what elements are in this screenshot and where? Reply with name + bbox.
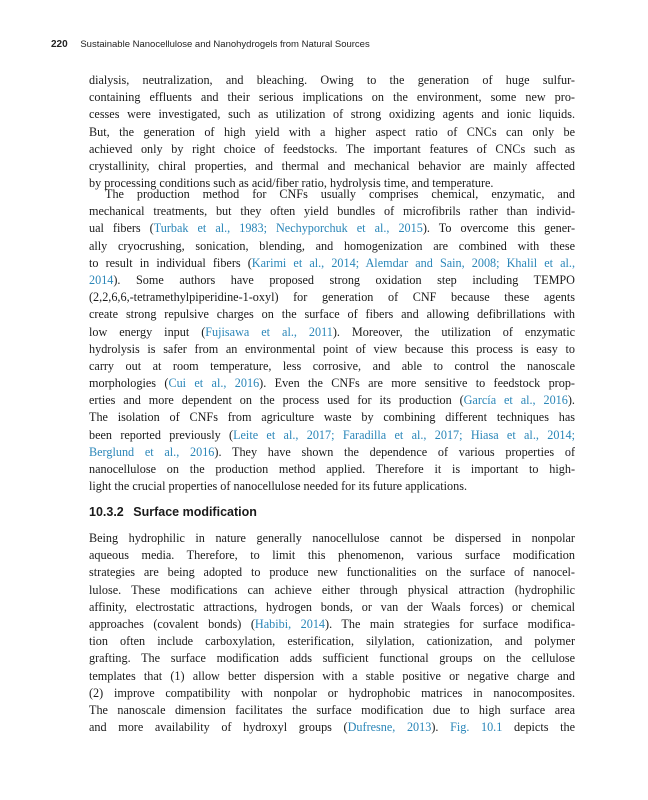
text-line: achieved only by right choice of feedstocks. The important features of CNCs such as xyxy=(89,141,575,156)
text-run: approaches (covalent bonds) ( xyxy=(89,616,255,631)
figure-reference-link[interactable]: Fig. 10.1 xyxy=(450,720,503,735)
text-line xyxy=(89,392,575,409)
text-line: by processing conditions such as acid/fiber ratio, hydrolysis time, and temperature. xyxy=(89,176,494,191)
running-header xyxy=(51,39,370,50)
text-run: ual fibers ( xyxy=(89,221,154,236)
text-line xyxy=(89,324,575,341)
text-line: aqueous media. Therefore, to limit this phenomenon, various surface modification xyxy=(89,548,575,563)
text-line: nanocellulose on the production method applied. Therefore it is important to high- xyxy=(89,462,575,476)
text-run: ). xyxy=(431,720,451,735)
text-line: templates that (1) allow better dispersion with a stable positive or negative charge and xyxy=(89,668,575,683)
text-line: mechanical treatments, but they often yield bundles of microfibrils rather than individ- xyxy=(89,204,575,219)
paragraph-2 xyxy=(89,186,575,495)
text-run: ). xyxy=(567,393,575,408)
text-run: morphologies ( xyxy=(89,376,169,391)
text-line: lulose. These modifications can achieve either through physical attraction (hydrophilic xyxy=(89,582,575,597)
citation-link[interactable]: Dufresne, 2013 xyxy=(347,720,432,735)
text-line: tion often include carboxylation, esterification, silylation, cationization, and polymer xyxy=(89,634,575,649)
text-run: to result in individual fibers ( xyxy=(89,255,252,270)
text-line: ally cryocrushing, sonication, blending, and homogenization are combined with these xyxy=(89,238,575,253)
text-line: cesses were investigated, such as utilization of strong oxidizing agents and ionic liquids. xyxy=(89,107,575,122)
text-run: ). To overcome this gener- xyxy=(422,221,575,236)
text-line xyxy=(89,255,575,272)
text-run: ). Moreover, the utilization of enzymatic xyxy=(332,324,575,339)
text-run: and more availability of hydroxyl groups ( xyxy=(89,720,348,735)
text-line: carry out at room temperature, less corrosive, and able to control the nanoscale xyxy=(89,358,575,373)
text-line: (2) improve compatibility with nonpolar or hydrophobic matrices in nanocomposites. xyxy=(89,685,575,700)
text-line: light the crucial properties of nanocellulose needed for its future applications. xyxy=(89,479,468,494)
citation-link[interactable]: Cui et al., 2016 xyxy=(168,376,260,391)
citation-link[interactable]: Fujisawa et al., 2011 xyxy=(205,324,333,339)
text-line: But, the generation of high yield with a higher aspect ratio of CNCs can only be xyxy=(89,124,575,139)
text-run: erties and more dependent on the process used for its production ( xyxy=(89,393,464,408)
text-line: affinity, electrostatic attractions, hydrogen bonds, or van der Waals forces) or chemical xyxy=(89,599,575,614)
text-line xyxy=(89,427,575,444)
text-line xyxy=(89,444,575,461)
text-line: (2,2,6,6,-tetramethylpiperidine-1-oxyl) for generation of CNF because these agents xyxy=(89,290,575,305)
citation-link[interactable]: Berglund et al., 2016 xyxy=(89,444,215,459)
paragraph-1 xyxy=(89,72,575,192)
section-title: Surface modification xyxy=(133,505,257,519)
citation-link[interactable]: Habibi, 2014 xyxy=(254,616,326,631)
text-run: depicts the xyxy=(502,720,575,735)
section-heading xyxy=(89,505,257,519)
text-line: The nanoscale dimension facilitates the surface modification due to high surface area xyxy=(89,702,575,717)
text-run: low energy input ( xyxy=(89,324,206,339)
text-line xyxy=(89,375,575,392)
text-run: been reported previously ( xyxy=(89,427,234,442)
citation-link[interactable]: García et al., 2016 xyxy=(463,393,568,408)
text-line: hydrolysis is safer from an environmental point of view because this process is easy to xyxy=(89,341,575,356)
text-line xyxy=(89,220,575,237)
citation-link[interactable]: Karimi et al., 2014; Alemdar and Sain, 2008; Khalil et al., xyxy=(251,255,575,270)
text-line xyxy=(89,272,575,289)
text-run: ). They have shown the dependence of various properties of xyxy=(214,444,575,459)
citation-link[interactable]: Leite et al., 2017; Faradilla et al., 2017; Hiasa et al., 2014; xyxy=(233,427,575,442)
text-line: The production method for CNFs usually comprises chemical, enzymatic, and xyxy=(105,187,575,201)
text-line: Being hydrophilic in nature generally nanocellulose cannot be dispersed in nonpolar xyxy=(89,531,575,545)
text-line xyxy=(89,616,575,633)
paragraph-3 xyxy=(89,530,575,736)
text-line xyxy=(89,719,575,736)
page-number: 220 xyxy=(51,39,68,50)
text-line: dialysis, neutralization, and bleaching. Owing to the generation of huge sulfur- xyxy=(89,73,575,87)
text-run: ). The main strategies for surface modifica- xyxy=(325,616,575,631)
citation-link[interactable]: Turbak et al., 1983; Nechyporchuk et al., 2015 xyxy=(153,221,423,236)
text-line: strategies are being adopted to produce new functionalities on the surface of nanocel- xyxy=(89,565,575,580)
section-number: 10.3.2 xyxy=(89,505,124,519)
text-run: ). Some authors have proposed strong oxidation step including TEMPO xyxy=(113,272,575,287)
text-line: grafting. The surface modification adds sufficient functional groups on the cellulose xyxy=(89,651,575,666)
text-line: The isolation of CNFs from agriculture waste by combining different techniques has xyxy=(89,410,575,425)
text-line: crystallinity, chiral properties, and thermal and mechanical behavior are mainly affected xyxy=(89,158,575,173)
text-line: containing effluents and their serious implications on the environment, some new pro- xyxy=(89,90,575,105)
citation-link[interactable]: 2014 xyxy=(89,272,114,287)
text-run: ). Even the CNFs are more sensitive to feedstock prop- xyxy=(259,376,575,391)
text-line: create strong repulsive charges on the surface of fibers and allowing defibrillations with xyxy=(89,307,575,322)
running-title: Sustainable Nanocellulose and Nanohydrogels from Natural Sources xyxy=(80,39,370,50)
